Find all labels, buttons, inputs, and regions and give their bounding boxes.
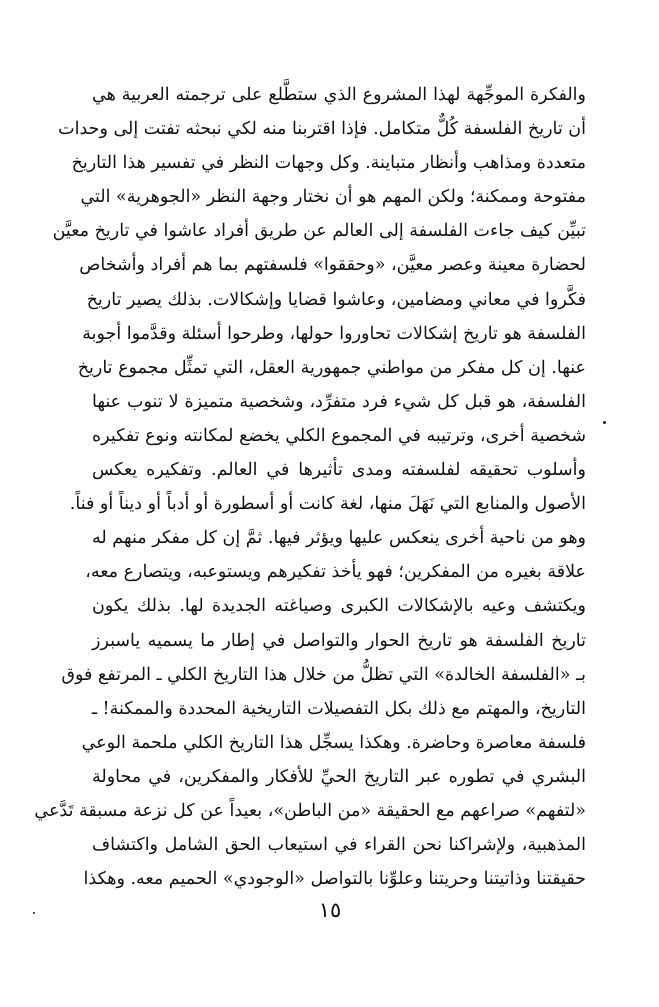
text-line: الفلسفة، هو قبل كل شيء فرد متفرِّد، وشخصية متميزة لا تنوب عنها — [92, 391, 586, 412]
page-number: ١٥ — [318, 898, 342, 922]
text-line: لحضارة معينة وعصر معيَّن، «وحققوا» فلسفتهم بما هم أفراد وأشخاص — [79, 255, 586, 276]
text-line: ويكتشف وعيه بالإشكالات الكبرى وصياغته الجديدة لها. بذلك يكون — [92, 596, 586, 617]
text-line: مفتوحة وممكنة؛ ولكن المهم هو أن نختار وجهة النظر «الجوهرية» التي — [80, 187, 586, 208]
text-line: التاريخ، والمهتم مع ذلك بكل التفصيلات التاريخية المحددة والممكنة! ـ — [91, 698, 586, 719]
text-line: فكَّروا في معاني ومضامين، وعاشوا قضايا وإشكالات. بذلك يصير تاريخ — [86, 289, 586, 310]
margin-speck — [33, 912, 35, 914]
text-line: شخصية أخرى، وترتيبه في المجموع الكلي يخضع لمكانته ونوع تفكيره — [92, 425, 586, 446]
text-line: وهو من ناحية أخرى ينعكس عليها ويؤثر فيها. ثمَّ إن كل مفكر منهم له — [92, 528, 586, 549]
text-line: عنها. إن كل مفكر من مواطني جمهورية العقل، التي تمثِّل مجموع تاريخ — [77, 357, 586, 378]
text-line: تاريخ الفلسفة هو تاريخ الحوار والتواصل في إطار ما يسميه ياسبرز — [92, 630, 586, 651]
text-line: تبيِّن كيف جاءت الفلسفة إلى العالم عن طريق أفراد عاشوا في تاريخ معيَّن — [52, 221, 586, 242]
text-line: بـ «الفلسفة الخالدة» التي تظلُّ من خلال هذا التاريخ الكلي ـ المرتفع فوق — [61, 664, 586, 685]
text-line: الأصول والمنابع التي نَهَلَ منها، لغة كانت أو أسطورة أو أدباً أو ديناً أو فناً. — [69, 494, 586, 515]
text-line: الفلسفة هو تاريخ إشكالات تحاوروا حولها، وطرحوا أسئلة وقدَّموا أجوبة — [82, 323, 586, 344]
text-line: المذهبية، ولإشراكنا نحن القراء في استيعاب الحق الشامل واكتشاف — [92, 835, 586, 856]
text-line: متعددة ومذاهب وأنظار متباينة. وكل وجهات النظر في تفسير هذا التاريخ — [71, 153, 586, 174]
body-text — [34, 78, 586, 896]
text-line: حقيقتنا وذاتيتنا وحريتنا وعلوِّنا بالتواصل «الوجودي» الحميم معه. وهكذا — [83, 869, 586, 890]
text-line: وأسلوب تحقيقه لفلسفته ومدى تأثيرها في العالم. وتفكيره يعكس — [92, 460, 586, 481]
margin-speck — [603, 421, 606, 424]
text-line: أن تاريخ الفلسفة كُلٌّ متكامل. فإذا اقتربنا منه لكي نبحثه تفتت إلى وحدات — [58, 119, 586, 140]
text-line: «لتفهم» صراعهم مع الحقيقة «من الباطن»، بعيداً عن كل نزعة مسبقة تَدَّعي — [34, 800, 586, 821]
text-line: والفكرة الموجِّهة لهذا المشروع الذي ستطَّلع على ترجمته العربية هي — [92, 85, 586, 105]
text-line: فلسفة معاصرة وحاضرة. وهكذا يسجِّل هذا التاريخ الكلي ملحمة الوعي — [81, 732, 586, 753]
text-line: البشري في تطوره عبر التاريخ الحيِّ للأفكار والمفكرين، في محاولة — [92, 766, 586, 787]
text-line: علاقة بغيره من المفكرين؛ فهو يأخذ تفكيرهم ويستوعبه، ويتصارع معه، — [85, 562, 586, 583]
